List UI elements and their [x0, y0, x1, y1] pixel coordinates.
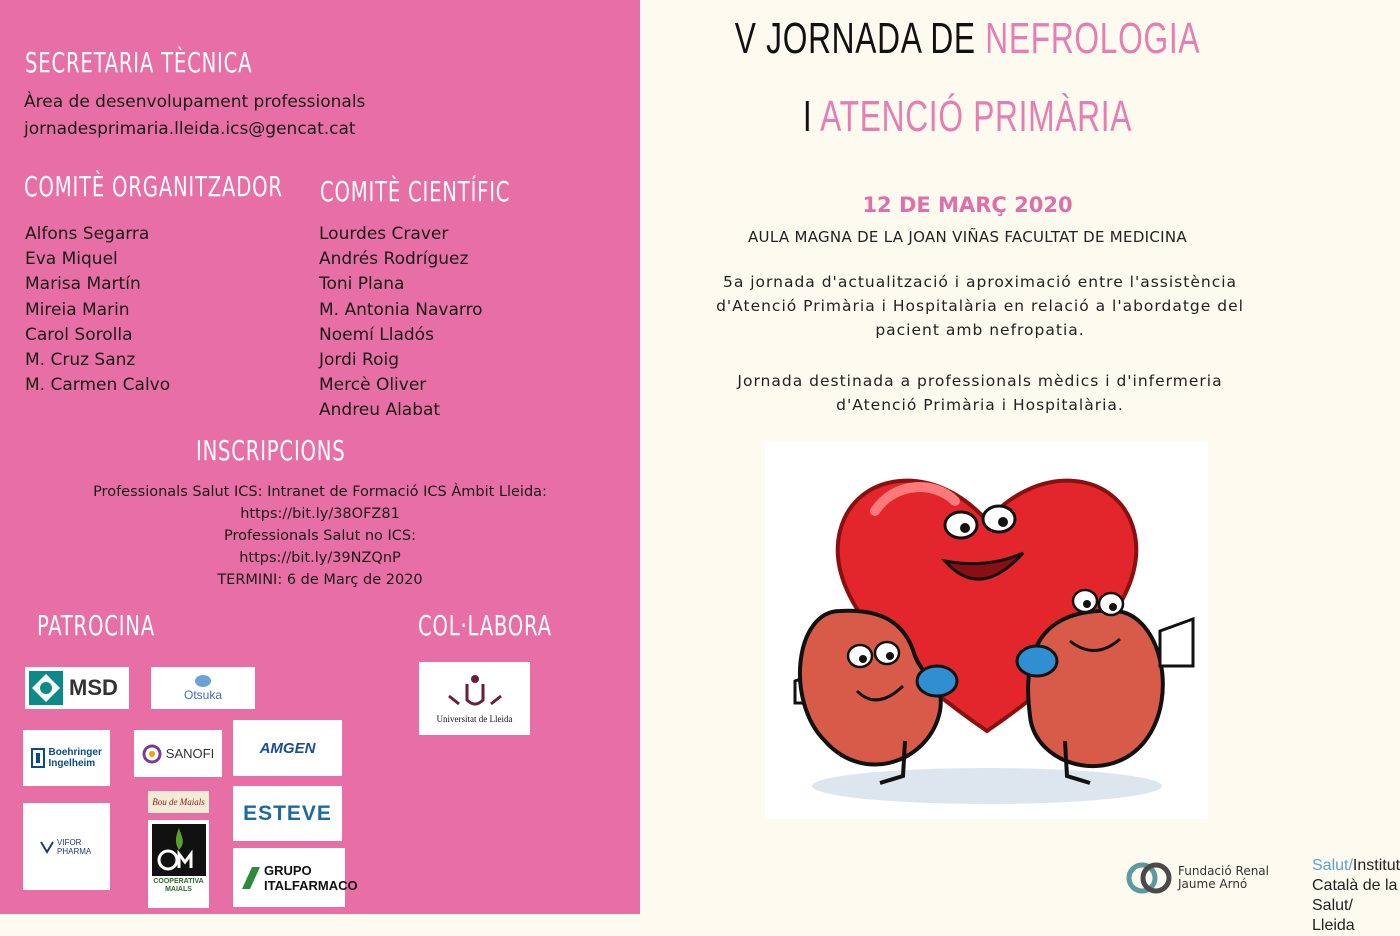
vifor-logo [23, 803, 110, 890]
event-date: 12 DE MARÇ 2020 [862, 193, 1073, 217]
udl-label: Universitat de Lleida [436, 713, 513, 724]
sanofi-icon [142, 744, 162, 764]
list-item: Eva Miquel [25, 249, 118, 270]
title-line1 [732, 14, 1204, 64]
organitzador-list [25, 222, 170, 398]
left-panel [0, 0, 640, 914]
list-item: Alfons Segarra [25, 224, 150, 244]
description-1-line3: pacient amb nefropatia. [875, 321, 1085, 339]
amgen-label: AMGEN [259, 739, 316, 757]
boehringer-label: Boehringer Ingelheim [48, 747, 102, 769]
list-item: Andrés Rodríguez [319, 249, 469, 270]
list-item: Lourdes Craver [319, 224, 449, 244]
cientific-heading: COMITÈ CIENTÍFIC [320, 175, 511, 208]
fundacio-icon [1126, 858, 1172, 898]
description-1 [670, 270, 1290, 342]
sanofi-logo [134, 730, 222, 777]
list-item: Andreu Alabat [319, 400, 441, 421]
title-line2 [732, 92, 1204, 142]
secretaria-email[interactable]: jornadesprimaria.lleida.ics@gencat.cat [24, 119, 356, 139]
vifor-icon [40, 841, 54, 853]
list-item: M. Antonia Navarro [319, 299, 483, 320]
description-2 [670, 369, 1290, 417]
fundacio-logo [1126, 858, 1269, 898]
inscripcions-line1: Professionals Salut ICS: Intranet de Formació ICS Àmbit Lleida: [93, 484, 547, 500]
ics-line1 [1312, 856, 1400, 916]
inscripcions-link1[interactable]: https://bit.ly/38OFZ81 [240, 506, 400, 522]
otsuka-logo [151, 667, 255, 709]
inscripcions-block [20, 481, 620, 591]
otsuka-drop-icon [194, 674, 212, 688]
cooperativa-label: COOPERATIVA MAIALS [153, 878, 204, 893]
description-1-line1: 5a jornada d'actualització i aproximació entre l'assistència [722, 273, 1238, 291]
list-item: Mireia Marin [25, 299, 130, 320]
salut-label: Salut/ [1312, 857, 1353, 874]
italfarmaco-label: GRUPO ITALFARMACO [264, 862, 358, 893]
italfarmaco-icon [240, 865, 262, 891]
title-line1-pink: NEFROLOGIA [985, 14, 1201, 63]
title-line1-dark: V JORNADA DE [734, 14, 986, 63]
heart-kidneys-illustration [765, 441, 1208, 819]
title-line2-pink: ATENCIÓ PRIMÀRIA [820, 92, 1133, 141]
organitzador-heading: COMITÈ ORGANITZADOR [24, 170, 283, 203]
inscripcions-line2: Professionals Salut no ICS: [223, 528, 417, 544]
list-item: Jordi Roig [319, 349, 399, 370]
esteve-label: ESTEVE [243, 801, 332, 825]
boudemaials-label: Bou de Maials [152, 797, 205, 807]
vifor-label: VIFOR PHARMA [57, 837, 92, 856]
list-item: Marisa Martín [25, 274, 141, 295]
amgen-logo [233, 720, 342, 776]
cientific-list [319, 222, 483, 424]
colabora-heading: COL·LABORA [418, 609, 552, 642]
ics-label: Institut Català de la Salut/ [1312, 857, 1400, 914]
udl-logo [419, 662, 530, 735]
cooperativa-icon [152, 824, 206, 876]
list-item: M. Cruz Sanz [25, 349, 136, 370]
description-2-line1: Jornada destinada a professionals mèdics i d'infermeria [737, 372, 1223, 390]
fundacio-line2: Jaume Arnó [1178, 877, 1248, 891]
msd-logo [25, 667, 129, 709]
boehringer-icon [31, 747, 45, 769]
list-item: Carol Sorolla [25, 324, 133, 345]
sanofi-label: SANOFI [165, 746, 215, 761]
secretaria-line: Àrea de desenvolupament professionals [24, 92, 366, 112]
msd-icon [29, 671, 63, 705]
esteve-logo [233, 786, 342, 841]
lleida-label: Lleida [1312, 917, 1355, 934]
udl-icon [445, 674, 505, 712]
event-place: AULA MAGNA DE LA JOAN VIÑAS FACULTAT DE MEDICINA [748, 228, 1187, 246]
patrocina-heading: PATROCINA [37, 609, 155, 642]
boudemaials-logo [148, 791, 209, 813]
list-item: Noemí Lladós [319, 324, 434, 345]
title-line2-dark: I [802, 92, 821, 141]
fundacio-line1: Fundació Renal [1178, 864, 1269, 878]
msd-label: MSD [69, 675, 118, 700]
boehringer-logo [23, 730, 110, 786]
list-item: M. Carmen Calvo [25, 375, 171, 396]
secretaria-heading: SECRETARIA TÈCNICA [25, 46, 253, 79]
fundacio-text [1178, 865, 1269, 891]
italfarmaco-logo [233, 848, 358, 907]
heart-kidneys-icon [765, 441, 1208, 819]
description-2-line2: d'Atenció Primària i Hospitalària. [836, 396, 1124, 414]
list-item: Mercè Oliver [319, 375, 427, 396]
inscripcions-termini: TERMINI: 6 de Març de 2020 [217, 572, 423, 588]
inscripcions-link2[interactable]: https://bit.ly/39NZQnP [239, 550, 401, 566]
cooperativa-logo [148, 820, 209, 908]
ics-footer [1312, 856, 1400, 936]
inscripcions-heading: INSCRIPCIONS [196, 434, 346, 467]
otsuka-label: Otsuka [183, 688, 222, 702]
list-item: Toni Plana [319, 274, 405, 295]
description-1-line2: d'Atenció Primària i Hospitalària en relació a l'abordatge del [716, 297, 1244, 315]
